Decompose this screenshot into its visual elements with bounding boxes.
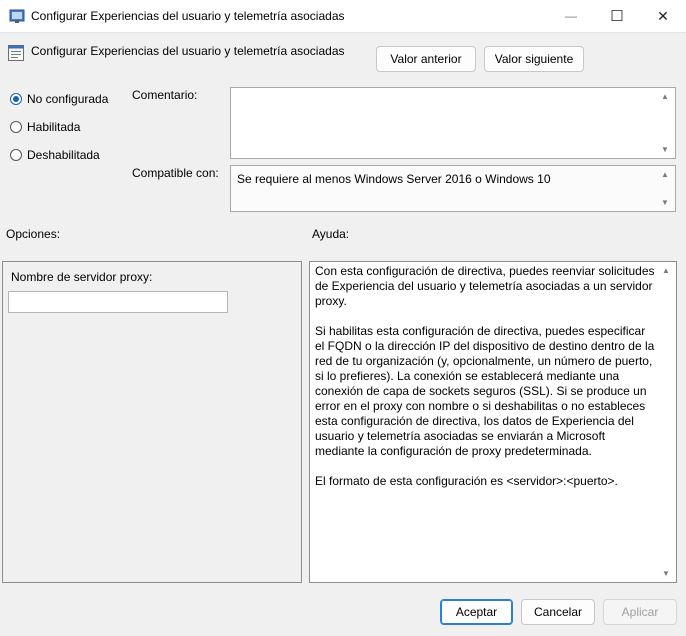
minimize-button[interactable]: [548, 0, 594, 32]
comment-label: Comentario:: [132, 88, 198, 102]
minimize-icon: —: [565, 9, 577, 23]
close-icon: ✕: [657, 7, 669, 24]
radio-enabled[interactable]: [10, 120, 108, 134]
policy-app-icon: [9, 8, 25, 24]
help-paragraph: Si habilitas esta configuración de directiva, puedes especificar el FQDN o la dirección IP del dispositivo de destino dentro de la red de tu organización (y, opcionalmente, un número de puerto, si lo prefieres). La conexión se establecerá mediante una conexión de capa de sockets seguros (SSL). Si se produce un error en el proxy con nombre o si deshabilitas o no estableces esta configuración de directiva, los datos de Experiencia del usuario y telemetría asociadas se enviarán a Microsoft mediante la configuración de proxy predeterminada.: [315, 324, 655, 458]
radio-indicator: [10, 149, 22, 161]
scroll-down-icon[interactable]: ▼: [661, 145, 669, 154]
scroll-up-icon[interactable]: ▲: [661, 92, 669, 101]
radio-label: Deshabilitada: [27, 148, 100, 162]
scroll-up-icon[interactable]: ▲: [661, 170, 669, 179]
help-panel: [309, 261, 677, 583]
radio-disabled[interactable]: [10, 148, 108, 162]
radio-not-configured[interactable]: [10, 92, 108, 106]
close-button[interactable]: [640, 0, 686, 32]
radio-label: No configurada: [27, 92, 109, 106]
help-text: [315, 264, 655, 504]
help-paragraph: Con esta configuración de directiva, puedes reenviar solicitudes de Experiencia del usuario y telemetría asociadas a un servidor proxy.: [315, 264, 655, 308]
maximize-button[interactable]: [594, 0, 640, 32]
compatible-field: [230, 165, 676, 212]
radio-indicator: [10, 121, 22, 133]
scroll-down-icon[interactable]: ▼: [662, 569, 670, 578]
proxy-label: Nombre de servidor proxy:: [11, 270, 153, 284]
apply-button[interactable]: Aplicar: [603, 599, 677, 625]
title-bar: [0, 0, 686, 33]
maximize-icon: ☐: [610, 8, 624, 25]
window-title: Configurar Experiencias del usuario y telemetría asociadas: [31, 9, 345, 23]
comment-textarea[interactable]: [230, 87, 676, 159]
options-panel: [2, 261, 302, 583]
help-paragraph: El formato de esta configuración es <servidor>:<puerto>.: [315, 474, 618, 488]
compatible-label: Compatible con:: [132, 166, 219, 180]
help-label: Ayuda:: [312, 227, 350, 241]
scroll-up-icon[interactable]: ▲: [662, 266, 670, 275]
scroll-down-icon[interactable]: ▼: [661, 198, 669, 207]
proxy-server-input[interactable]: [8, 291, 228, 313]
radio-label: Habilitada: [27, 120, 81, 134]
policy-title: Configurar Experiencias del usuario y telemetría asociadas: [31, 44, 345, 58]
cancel-button[interactable]: Cancelar: [521, 599, 595, 625]
radio-indicator: [10, 93, 22, 105]
accept-button[interactable]: Aceptar: [440, 599, 513, 625]
state-radio-group: [10, 92, 108, 162]
options-label: Opciones:: [6, 227, 61, 241]
next-setting-button[interactable]: Valor siguiente: [484, 46, 584, 72]
policy-setting-icon: [8, 45, 24, 61]
compatible-text: Se requiere al menos Windows Server 2016 o Windows 10: [237, 172, 551, 186]
previous-setting-button[interactable]: Valor anterior: [376, 46, 476, 72]
